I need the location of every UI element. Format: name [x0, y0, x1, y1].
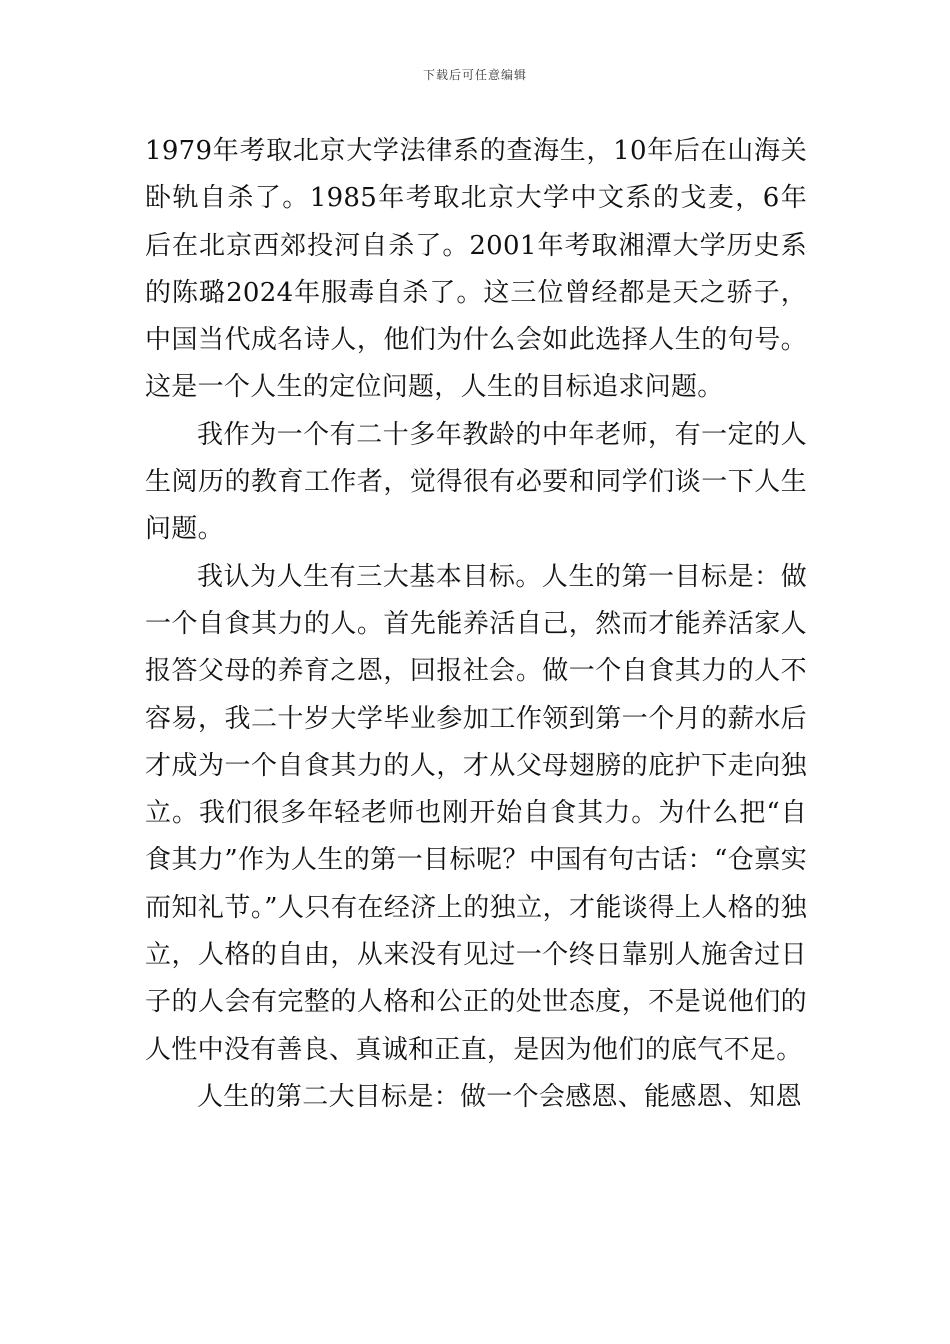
paragraph-2: 我作为一个有二十多年教龄的中年老师，有一定的人生阅历的教育工作者，觉得很有必要和同学们谈一下人生问题。	[145, 419, 807, 545]
document-body	[145, 128, 807, 1121]
paragraph-1: 1979年考取北京大学法律系的查海生，10年后在山海关卧轨自杀了。1985年考取北京大学中文系的戈麦，6年后在北京西郊投河自杀了。2001年考取湘潭大学历史系的陈璐2024年服毒自杀了。这三位曾经都是天之骄子，中国当代成名诗人，他们为什么会如此选择人生的句号。这是一个人生的定位问题，人生的目标追求问题。	[145, 136, 807, 403]
paragraph-4: 人生的第二大目标是：做一个会感恩、能感恩、知恩	[197, 1081, 802, 1112]
paragraph-3: 我认为人生有三大基本目标。人生的第一目标是：做一个自食其力的人。首先能养活自己，然而才能养活家人报答父母的养育之恩，回报社会。做一个自食其力的人不容易，我二十岁大学毕业参加工作领到第一个月的薪水后才成为一个自食其力的人，才从父母翅膀的庇护下走向独立。我们很多年轻老师也刚开始自食其力。为什么把“自食其力”作为人生的第一目标呢？中国有句古话：“仓禀实而知礼节。”人只有在经济上的独立，才能谈得上人格的独立，人格的自由，从来没有见过一个终日靠别人施舍过日子的人会有完整的人格和公正的处世态度，不是说他们的人性中没有善良、真诚和正直，是因为他们的底气不足。	[145, 561, 807, 1065]
page-header-note: 下载后可任意编辑	[422, 68, 527, 82]
